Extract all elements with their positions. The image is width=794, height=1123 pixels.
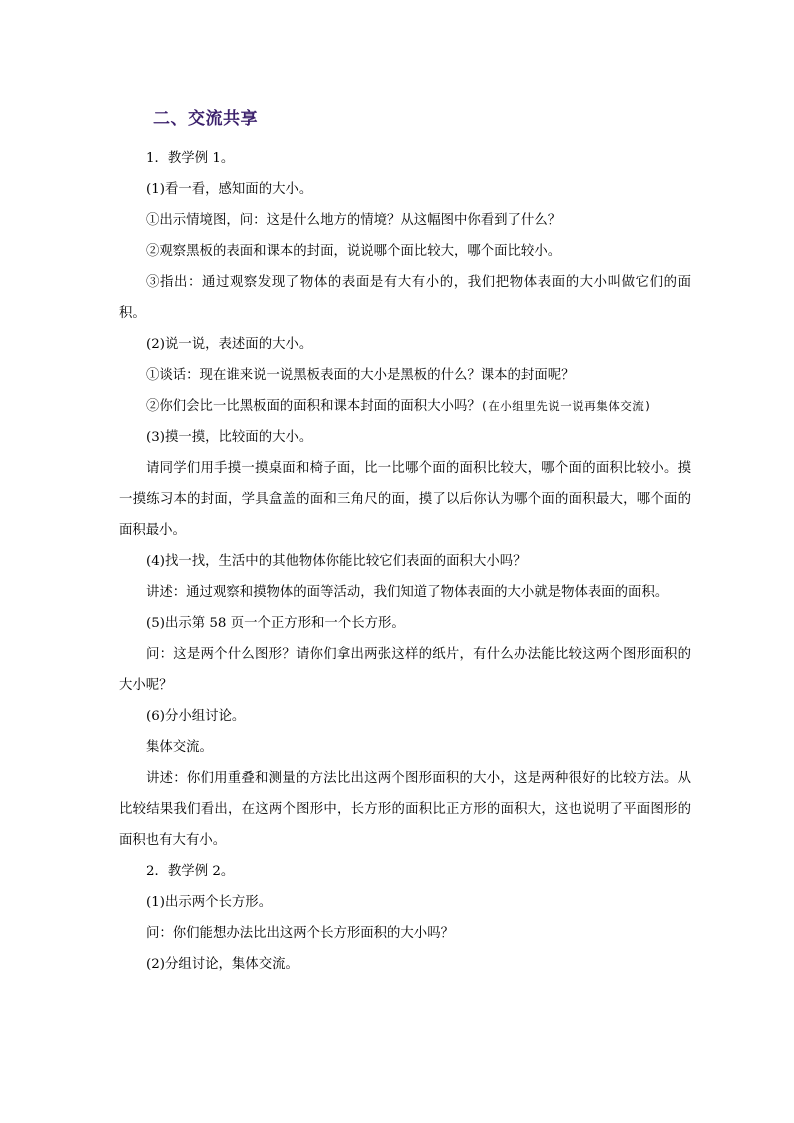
paragraph: ①谈话：现在谁来说一说黑板表面的大小是黑板的什么？课本的封面呢？ xyxy=(146,368,575,383)
paragraph: 集体交流。 xyxy=(146,740,213,755)
paragraph: 问：你们能想办法比出这两个长方形面积的大小吗？ xyxy=(146,926,454,941)
paragraph: 1．教学例 1。 xyxy=(146,151,235,166)
paragraph: (1)出示两个长方形。 xyxy=(146,895,273,910)
paragraph: 问：这是两个什么图形？请你们拿出两张这样的纸片，有什么办法能比较这两个图形面积的大小呢？ xyxy=(119,647,691,693)
section-title: 二、交流共享 xyxy=(153,109,258,129)
lesson-body xyxy=(119,143,691,980)
paragraph: (2)分组讨论，集体交流。 xyxy=(146,957,299,972)
paragraph: 讲述：你们用重叠和测量的方法比出这两个图形面积的大小，这是两种很好的比较方法。从比较结果我们看出，在这两个图形中，长方形的面积比正方形的面积大，这也说明了平面图形的面积也有大有小。 xyxy=(119,771,691,848)
paragraph: (2)说一说，表述面的大小。 xyxy=(146,337,313,352)
paragraph: 讲述：通过观察和摸物体的面等活动，我们知道了物体表面的大小就是物体表面的面积。 xyxy=(146,585,669,600)
paragraph: (1)看一看，感知面的大小。 xyxy=(146,182,313,197)
inline-note: (在小组里先说一说再集体交流) xyxy=(480,399,652,413)
paragraph: (4)找一找，生活中的其他物体你能比较它们表面的面积大小吗？ xyxy=(146,554,527,569)
paragraph: (3)摸一摸，比较面的大小。 xyxy=(146,430,313,445)
paragraph: (6)分小组讨论。 xyxy=(146,709,246,724)
paragraph: ③指出：通过观察发现了物体的表面是有大有小的，我们把物体表面的大小叫做它们的面积。 xyxy=(119,275,691,321)
paragraph: ①出示情境图，问：这是什么地方的情境？从这幅图中你看到了什么？ xyxy=(146,213,562,228)
paragraph: (5)出示第 58 页一个正方形和一个长方形。 xyxy=(146,616,405,631)
paragraph: ②观察黑板的表面和课本的封面，说说哪个面比较大，哪个面比较小。 xyxy=(146,244,562,259)
paragraph-with-note xyxy=(119,391,691,422)
paragraph: 请同学们用手摸一摸桌面和椅子面，比一比哪个面的面积比较大，哪个面的面积比较小。摸一摸练习本的封面，学具盒盖的面和三角尺的面，摸了以后你认为哪个面的面积最大，哪个面的面积最小。 xyxy=(119,461,691,538)
paragraph: 2．教学例 2。 xyxy=(146,864,235,879)
paragraph-text: ②你们会比一比黑板面的面积和课本封面的面积大小吗？ xyxy=(146,399,481,414)
